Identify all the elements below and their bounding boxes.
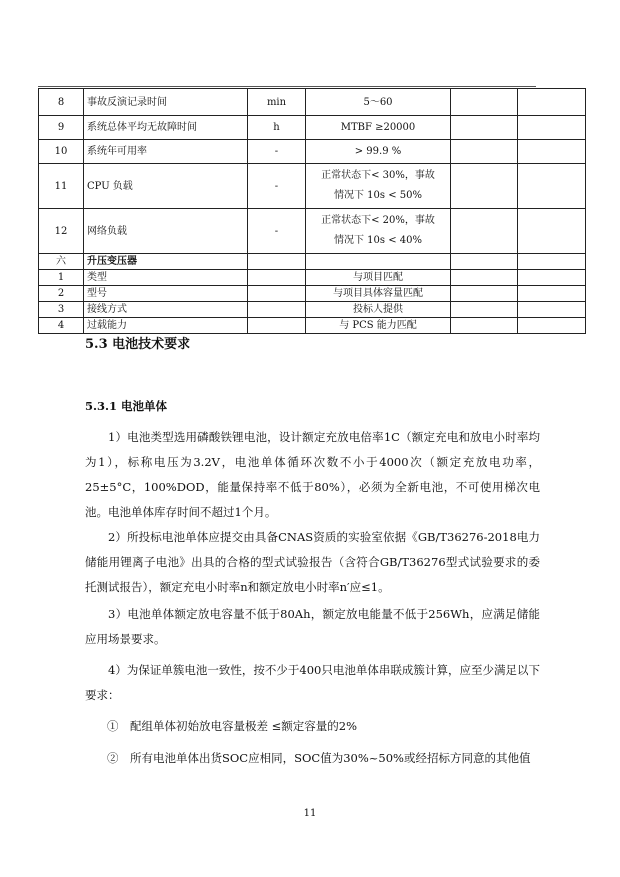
table-row [39,164,586,209]
cell-name: CPU 负载 [84,164,248,209]
cell-no: 2 [39,286,84,302]
table-row [39,286,586,302]
table-row [39,318,586,334]
paragraph-3: 3）电池单体额定放电容量不低于80Ah，额定放电能量不低于256Wh，应满足储能应用场景要求。 [85,607,540,646]
cell-value-line: MTBF ≥20000 [340,122,416,133]
table-row [39,254,586,270]
cell-extra-1 [451,254,518,270]
cell-no: 六 [39,254,84,270]
list-item-1: ① 配组单体初始放电容量极差 ≤额定容量的2% [107,719,358,733]
cell-value-line: 正常状态下< 20%，事故 [321,215,435,226]
table-row [39,270,586,286]
paragraph-2: 2）所投标电池单体应提交由具备CNAS资质的实验室依据《GB/T36276-2018电力储能用锂离子电池》出具的合格的型式试验报告（含符合GB/T36276型式试验要求的委托测试报告），额定充电小时率n和额定放电小时率n′应≤1。 [85,530,540,594]
cell-value-line: 情况下 10s < 40% [334,235,422,246]
cell-extra-2 [518,164,586,209]
cell-value-line: 5～60 [363,96,393,108]
cell-no: 4 [39,318,84,334]
cell-name: 类型 [84,270,248,286]
cell-extra-1 [451,89,518,116]
cell-extra-2 [518,89,586,116]
cell-value [306,254,451,270]
cell-name: 系统年可用率 [84,140,248,164]
page-number: 11 [303,808,317,819]
cell-value [306,318,451,334]
cell-extra-2 [518,270,586,286]
cell-unit [248,270,306,286]
cell-unit: min [248,89,306,116]
cell-value [306,270,451,286]
cell-value [306,140,451,164]
cell-extra-2 [518,302,586,318]
cell-value [306,302,451,318]
cell-value-line: 情况下 10s < 50% [334,190,422,201]
table-row [39,140,586,164]
cell-unit [248,286,306,302]
spec-table [38,88,586,334]
table-row [39,209,586,254]
cell-no: 11 [39,164,84,209]
paragraph-1: 1）电池类型选用磷酸铁锂电池，设计额定充放电倍率1C（额定充电和放电小时率均为1），标称电压为3.2V，电池单体循环次数不小于4000次（额定充放电功率，25±5°C，100%DOD，能量保持率不低于80%），必须为全新电池，不可使用梯次电池。电池单体库存时间不超过1个月。 [85,430,540,519]
cell-no: 9 [39,116,84,140]
cell-no: 12 [39,209,84,254]
cell-value-line: 投标人提供 [353,304,403,315]
cell-unit: h [248,116,306,140]
cell-extra-2 [518,318,586,334]
cell-extra-2 [518,254,586,270]
cell-unit: - [248,164,306,209]
cell-extra-1 [451,286,518,302]
table-row [39,89,586,116]
cell-value-line: 正常状态下< 30%，事故 [321,170,435,181]
cell-value [306,209,451,254]
cell-value-line: > 99.9 % [354,146,402,157]
table-row [39,302,586,318]
cell-no: 3 [39,302,84,318]
cell-unit [248,302,306,318]
cell-unit: - [248,140,306,164]
cell-value-line: 与项目匹配 [353,272,403,283]
cell-extra-2 [518,209,586,254]
cell-value [306,286,451,302]
list-item-2: ② 所有电池单体出货SOC应相同，SOC值为30%~50%或经招标方同意的其他值 [107,751,531,765]
cell-extra-1 [451,164,518,209]
cell-value [306,89,451,116]
cell-extra-2 [518,140,586,164]
cell-no: 1 [39,270,84,286]
cell-name: 接线方式 [84,302,248,318]
cell-unit [248,318,306,334]
cell-extra-1 [451,318,518,334]
cell-extra-1 [451,302,518,318]
section-heading: 5.3 电池技术要求 [85,337,191,352]
cell-value [306,164,451,209]
cell-extra-1 [451,140,518,164]
cell-extra-2 [518,116,586,140]
cell-name: 系统总体平均无故障时间 [84,116,248,140]
cell-value-line: 与项目具体容量匹配 [333,288,423,299]
cell-extra-1 [451,270,518,286]
subsection-heading: 5.3.1 电池单体 [85,399,168,413]
cell-unit: - [248,209,306,254]
cell-extra-1 [451,116,518,140]
cell-unit [248,254,306,270]
cell-name: 网络负载 [84,209,248,254]
cell-value [306,116,451,140]
cell-name: 升压变压器 [84,254,248,270]
cell-no: 8 [39,89,84,116]
cell-extra-2 [518,286,586,302]
table-row [39,116,586,140]
cell-extra-1 [451,209,518,254]
table-top-rule [38,86,536,87]
cell-name: 过载能力 [84,318,248,334]
cell-value-line: 与 PCS 能力匹配 [339,320,417,331]
cell-no: 10 [39,140,84,164]
cell-name: 事故反演记录时间 [84,89,248,116]
cell-name: 型号 [84,286,248,302]
paragraph-4: 4）为保证单簇电池一致性，按不少于400只电池单体串联成簇计算，应至少满足以下要求： [85,663,540,702]
